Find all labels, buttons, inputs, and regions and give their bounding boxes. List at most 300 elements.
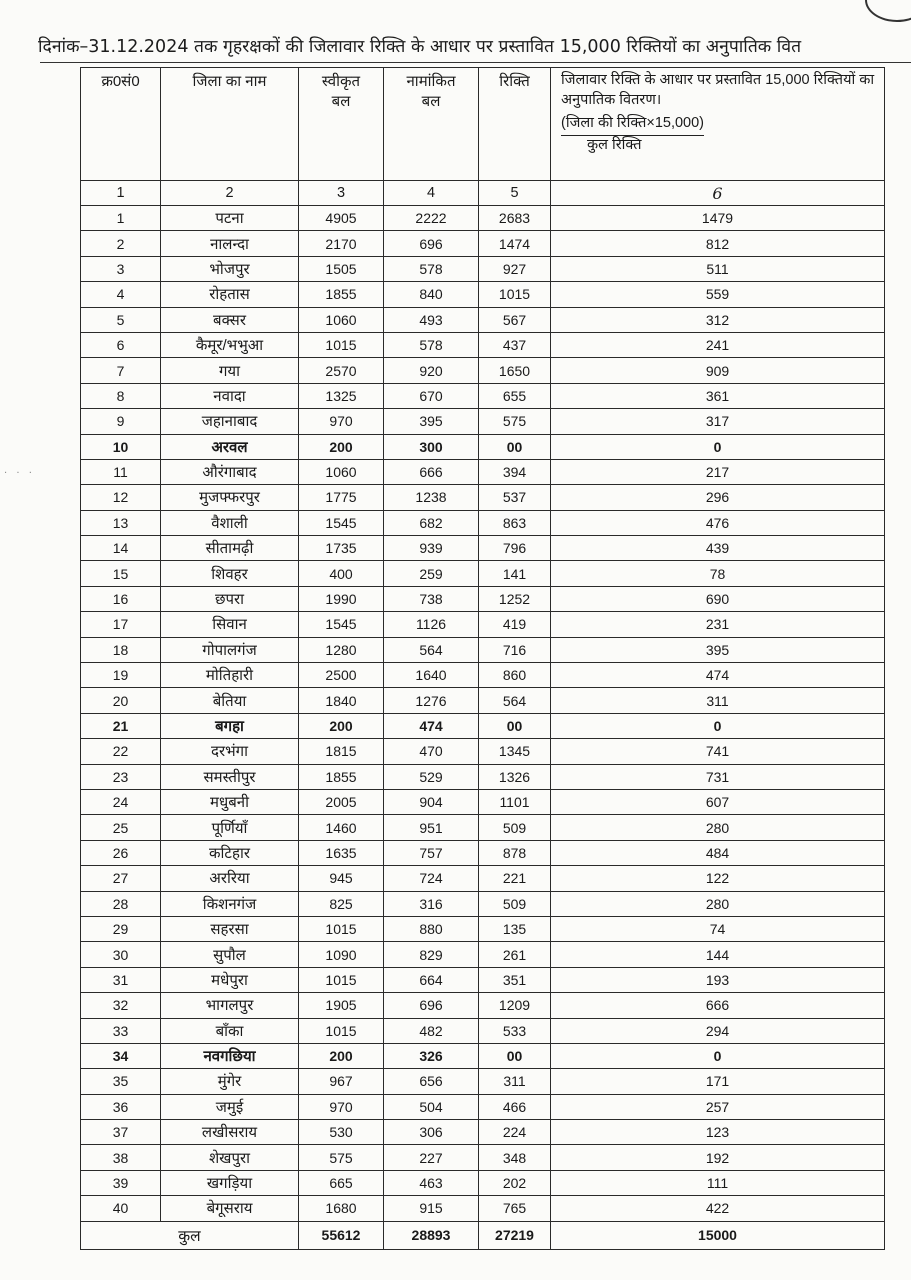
cell-sanctioned: 200 [299,434,384,459]
cell-distribution: 193 [551,967,885,992]
cell-district: बेतिया [161,688,299,713]
cell-vacancy: 351 [479,967,551,992]
cell-vacancy: 311 [479,1069,551,1094]
cell-district: पटना [161,206,299,231]
cell-sanctioned: 1735 [299,536,384,561]
cell-serial: 17 [81,612,161,637]
cell-enrolled: 880 [384,916,479,941]
table-row [81,637,885,662]
cell-distribution: 217 [551,459,885,484]
table-row [81,942,885,967]
cell-district: शिवहर [161,561,299,586]
cell-sanctioned: 1635 [299,840,384,865]
cell-district: नालन्दा [161,231,299,256]
cell-enrolled: 670 [384,383,479,408]
cell-district: औरंगाबाद [161,459,299,484]
cell-sanctioned: 1015 [299,916,384,941]
cell-vacancy: 1474 [479,231,551,256]
cell-vacancy: 261 [479,942,551,967]
cell-sanctioned: 2005 [299,789,384,814]
cell-serial: 22 [81,739,161,764]
cell-vacancy: 567 [479,307,551,332]
cell-serial: 16 [81,586,161,611]
cell-vacancy: 509 [479,891,551,916]
table-row [81,1170,885,1195]
table-row [81,307,885,332]
cell-distribution: 666 [551,993,885,1018]
cell-district: बक्सर [161,307,299,332]
distribution-formula [561,114,884,155]
cell-enrolled: 493 [384,307,479,332]
cell-enrolled: 1126 [384,612,479,637]
table-row [81,459,885,484]
cell-distribution: 280 [551,891,885,916]
cell-vacancy: 575 [479,409,551,434]
cell-enrolled: 1276 [384,688,479,713]
table-row [81,1094,885,1119]
cell-distribution: 559 [551,282,885,307]
cell-vacancy: 394 [479,459,551,484]
header-sanctioned [299,68,384,181]
cell-sanctioned: 1990 [299,586,384,611]
table-row [81,967,885,992]
cell-sanctioned: 2570 [299,358,384,383]
table-row [81,1120,885,1145]
cell-district: जमुई [161,1094,299,1119]
column-number: 2 [161,181,299,206]
cell-distribution: 511 [551,256,885,281]
table-row [81,1145,885,1170]
cell-serial: 21 [81,713,161,738]
cell-district: बेगूसराय [161,1196,299,1221]
cell-serial: 6 [81,332,161,357]
cell-distribution: 171 [551,1069,885,1094]
cell-distribution: 909 [551,358,885,383]
cell-vacancy: 348 [479,1145,551,1170]
cell-district: रोहतास [161,282,299,307]
cell-sanctioned: 1280 [299,637,384,662]
cell-serial: 29 [81,916,161,941]
cell-enrolled: 474 [384,713,479,738]
cell-sanctioned: 1060 [299,307,384,332]
document-title: दिनांक–31.12.2024 तक गृहरक्षकों की जिलावार रिक्ति के आधार पर प्रस्तावित 15,000 रिक्तियों का अनुपातिक वित [38,37,802,57]
table-row [81,891,885,916]
cell-district: मधुबनी [161,789,299,814]
cell-enrolled: 578 [384,332,479,357]
header-row [81,68,885,181]
cell-serial: 19 [81,663,161,688]
header-district: जिला का नाम [161,68,299,181]
cell-sanctioned: 1775 [299,485,384,510]
cell-vacancy: 1650 [479,358,551,383]
cell-sanctioned: 1090 [299,942,384,967]
table-row [81,383,885,408]
header-serial: क्र0सं0 [81,68,161,181]
vacancy-distribution-table [80,67,885,1250]
cell-district: बाँका [161,1018,299,1043]
cell-distribution: 241 [551,332,885,357]
table-row [81,764,885,789]
cell-enrolled: 920 [384,358,479,383]
cell-sanctioned: 945 [299,866,384,891]
cell-enrolled: 395 [384,409,479,434]
cell-vacancy: 655 [479,383,551,408]
cell-vacancy: 00 [479,713,551,738]
cell-district: शेखपुरा [161,1145,299,1170]
cell-serial: 9 [81,409,161,434]
cell-sanctioned: 575 [299,1145,384,1170]
cell-district: सहरसा [161,916,299,941]
cell-district: गोपालगंज [161,637,299,662]
cell-sanctioned: 1855 [299,764,384,789]
cell-sanctioned: 1855 [299,282,384,307]
cell-enrolled: 696 [384,231,479,256]
formula-numerator: (जिला की रिक्ति×15,000) [561,114,704,136]
cell-distribution: 731 [551,764,885,789]
column-number: 3 [299,181,384,206]
table-row [81,256,885,281]
cell-sanctioned: 967 [299,1069,384,1094]
cell-enrolled: 904 [384,789,479,814]
cell-sanctioned: 1840 [299,688,384,713]
cell-district: बगहा [161,713,299,738]
header-enrolled [384,68,479,181]
cell-vacancy: 537 [479,485,551,510]
cell-distribution: 484 [551,840,885,865]
cell-enrolled: 316 [384,891,479,916]
cell-vacancy: 141 [479,561,551,586]
cell-district: पूर्णियाँ [161,815,299,840]
cell-vacancy: 1326 [479,764,551,789]
cell-serial: 39 [81,1170,161,1195]
cell-enrolled: 939 [384,536,479,561]
table-row [81,282,885,307]
cell-sanctioned: 200 [299,713,384,738]
cell-sanctioned: 1545 [299,510,384,535]
cell-vacancy: 00 [479,434,551,459]
cell-distribution: 122 [551,866,885,891]
cell-enrolled: 696 [384,993,479,1018]
cell-serial: 2 [81,231,161,256]
cell-sanctioned: 400 [299,561,384,586]
table-row [81,916,885,941]
cell-vacancy: 00 [479,1043,551,1068]
cell-district: मुजफ्फरपुर [161,485,299,510]
cell-sanctioned: 1545 [299,612,384,637]
table-row [81,1196,885,1221]
cell-sanctioned: 970 [299,1094,384,1119]
cell-sanctioned: 1905 [299,993,384,1018]
cell-serial: 12 [81,485,161,510]
cell-serial: 10 [81,434,161,459]
cell-enrolled: 829 [384,942,479,967]
cell-serial: 35 [81,1069,161,1094]
cell-vacancy: 564 [479,688,551,713]
cell-serial: 33 [81,1018,161,1043]
cell-enrolled: 482 [384,1018,479,1043]
cell-distribution: 439 [551,536,885,561]
table-row [81,739,885,764]
cell-enrolled: 259 [384,561,479,586]
cell-distribution: 123 [551,1120,885,1145]
cell-distribution: 257 [551,1094,885,1119]
cell-enrolled: 2222 [384,206,479,231]
total-vacancy: 27219 [479,1221,551,1249]
cell-district: खगड़िया [161,1170,299,1195]
cell-vacancy: 419 [479,612,551,637]
cell-sanctioned: 200 [299,1043,384,1068]
cell-serial: 34 [81,1043,161,1068]
total-distribution: 15000 [551,1221,885,1249]
cell-serial: 15 [81,561,161,586]
cell-distribution: 0 [551,1043,885,1068]
cell-district: मोतिहारी [161,663,299,688]
cell-vacancy: 796 [479,536,551,561]
table-row [81,713,885,738]
total-enrolled: 28893 [384,1221,479,1249]
cell-vacancy: 533 [479,1018,551,1043]
cell-district: सुपौल [161,942,299,967]
cell-district: कैमूर/भभुआ [161,332,299,357]
cell-enrolled: 326 [384,1043,479,1068]
cell-vacancy: 466 [479,1094,551,1119]
cell-serial: 5 [81,307,161,332]
header-sanctioned-text: स्वीकृत बल [321,73,361,111]
cell-serial: 1 [81,206,161,231]
cell-serial: 28 [81,891,161,916]
cell-enrolled: 470 [384,739,479,764]
table-row [81,688,885,713]
cell-serial: 40 [81,1196,161,1221]
cell-serial: 8 [81,383,161,408]
table-row [81,1069,885,1094]
cell-distribution: 0 [551,434,885,459]
cell-serial: 14 [81,536,161,561]
cell-distribution: 296 [551,485,885,510]
cell-district: सिवान [161,612,299,637]
table-row [81,358,885,383]
table-row [81,485,885,510]
cell-distribution: 231 [551,612,885,637]
cell-distribution: 144 [551,942,885,967]
cell-distribution: 690 [551,586,885,611]
cell-enrolled: 664 [384,967,479,992]
cell-distribution: 74 [551,916,885,941]
cell-enrolled: 666 [384,459,479,484]
cell-distribution: 192 [551,1145,885,1170]
header-enrolled-text: नामांकित बल [406,73,456,111]
cell-vacancy: 1209 [479,993,551,1018]
cell-enrolled: 915 [384,1196,479,1221]
cell-serial: 30 [81,942,161,967]
cell-sanctioned: 1015 [299,332,384,357]
cell-vacancy: 1015 [479,282,551,307]
cell-district: मुंगेर [161,1069,299,1094]
cell-distribution: 395 [551,637,885,662]
cell-vacancy: 437 [479,332,551,357]
cell-sanctioned: 2170 [299,231,384,256]
table-row [81,866,885,891]
cell-district: जहानाबाद [161,409,299,434]
header-vacancy: रिक्ति [479,68,551,181]
table-row [81,612,885,637]
cell-district: नवादा [161,383,299,408]
column-number: 4 [384,181,479,206]
cell-serial: 13 [81,510,161,535]
cell-serial: 4 [81,282,161,307]
cell-sanctioned: 825 [299,891,384,916]
cell-enrolled: 504 [384,1094,479,1119]
cell-sanctioned: 1460 [299,815,384,840]
table-row [81,993,885,1018]
cell-distribution: 311 [551,688,885,713]
cell-sanctioned: 1015 [299,967,384,992]
cell-sanctioned: 665 [299,1170,384,1195]
cell-distribution: 422 [551,1196,885,1221]
cell-vacancy: 221 [479,866,551,891]
cell-sanctioned: 1680 [299,1196,384,1221]
column-number: 5 [479,181,551,206]
cell-enrolled: 724 [384,866,479,891]
cell-enrolled: 529 [384,764,479,789]
header-distribution-text: जिलावार रिक्ति के आधार पर प्रस्तावित 15,000 रिक्तियों का अनुपातिक वितरण। [561,72,875,108]
cell-serial: 20 [81,688,161,713]
cell-distribution: 1479 [551,206,885,231]
cell-distribution: 741 [551,739,885,764]
cell-enrolled: 227 [384,1145,479,1170]
cell-serial: 3 [81,256,161,281]
cell-distribution: 0 [551,713,885,738]
table-row [81,510,885,535]
cell-sanctioned: 1325 [299,383,384,408]
cell-vacancy: 927 [479,256,551,281]
cell-serial: 27 [81,866,161,891]
cell-vacancy: 716 [479,637,551,662]
table-row [81,1043,885,1068]
cell-serial: 25 [81,815,161,840]
cell-district: अररिया [161,866,299,891]
title-underline [40,62,911,63]
total-row [81,1221,885,1249]
cell-vacancy: 224 [479,1120,551,1145]
cell-serial: 7 [81,358,161,383]
cell-distribution: 280 [551,815,885,840]
cell-vacancy: 878 [479,840,551,865]
cell-serial: 37 [81,1120,161,1145]
cell-vacancy: 860 [479,663,551,688]
cell-district: गया [161,358,299,383]
table-row [81,434,885,459]
cell-sanctioned: 1505 [299,256,384,281]
cell-vacancy: 509 [479,815,551,840]
cell-serial: 18 [81,637,161,662]
cell-sanctioned: 2500 [299,663,384,688]
cell-vacancy: 202 [479,1170,551,1195]
cell-district: दरभंगा [161,739,299,764]
cell-vacancy: 2683 [479,206,551,231]
header-distribution [551,68,885,181]
column-number-handwritten: 6 [551,181,885,206]
cell-sanctioned: 4905 [299,206,384,231]
table-row [81,815,885,840]
cell-enrolled: 564 [384,637,479,662]
cell-serial: 11 [81,459,161,484]
table-row [81,840,885,865]
cell-district: समस्तीपुर [161,764,299,789]
cell-enrolled: 757 [384,840,479,865]
cell-vacancy: 863 [479,510,551,535]
cell-distribution: 474 [551,663,885,688]
cell-serial: 38 [81,1145,161,1170]
cell-enrolled: 463 [384,1170,479,1195]
cell-sanctioned: 1060 [299,459,384,484]
formula-denominator: कुल रिक्ति [587,136,642,153]
cell-distribution: 294 [551,1018,885,1043]
table-row [81,231,885,256]
cell-sanctioned: 1815 [299,739,384,764]
cell-serial: 31 [81,967,161,992]
cell-district: नवगछिया [161,1043,299,1068]
cell-distribution: 607 [551,789,885,814]
cell-distribution: 78 [551,561,885,586]
cell-district: मधेपुरा [161,967,299,992]
cell-sanctioned: 530 [299,1120,384,1145]
table-row [81,332,885,357]
cell-distribution: 111 [551,1170,885,1195]
cell-enrolled: 578 [384,256,479,281]
cell-serial: 36 [81,1094,161,1119]
table-row [81,206,885,231]
cell-serial: 24 [81,789,161,814]
cell-distribution: 812 [551,231,885,256]
cell-serial: 32 [81,993,161,1018]
cell-district: सीतामढ़ी [161,536,299,561]
table-body [81,181,885,1250]
cell-enrolled: 682 [384,510,479,535]
cell-enrolled: 656 [384,1069,479,1094]
cell-enrolled: 738 [384,586,479,611]
table-row [81,1018,885,1043]
cell-district: भागलपुर [161,993,299,1018]
total-label: कुल [81,1221,299,1249]
cell-serial: 23 [81,764,161,789]
cell-vacancy: 765 [479,1196,551,1221]
cell-district: वैशाली [161,510,299,535]
cell-serial: 26 [81,840,161,865]
cell-district: लखीसराय [161,1120,299,1145]
cell-sanctioned: 1015 [299,1018,384,1043]
column-number: 1 [81,181,161,206]
cell-district: अरवल [161,434,299,459]
scan-speck: · · · [4,468,35,479]
table-row [81,561,885,586]
cell-vacancy: 1345 [479,739,551,764]
total-sanctioned: 55612 [299,1221,384,1249]
cell-vacancy: 1252 [479,586,551,611]
cell-enrolled: 300 [384,434,479,459]
cell-enrolled: 951 [384,815,479,840]
cell-distribution: 317 [551,409,885,434]
cell-district: भोजपुर [161,256,299,281]
cell-district: छपरा [161,586,299,611]
table-row [81,789,885,814]
cell-enrolled: 306 [384,1120,479,1145]
table-row [81,586,885,611]
table-row [81,663,885,688]
cell-sanctioned: 970 [299,409,384,434]
cell-vacancy: 135 [479,916,551,941]
table-row [81,409,885,434]
